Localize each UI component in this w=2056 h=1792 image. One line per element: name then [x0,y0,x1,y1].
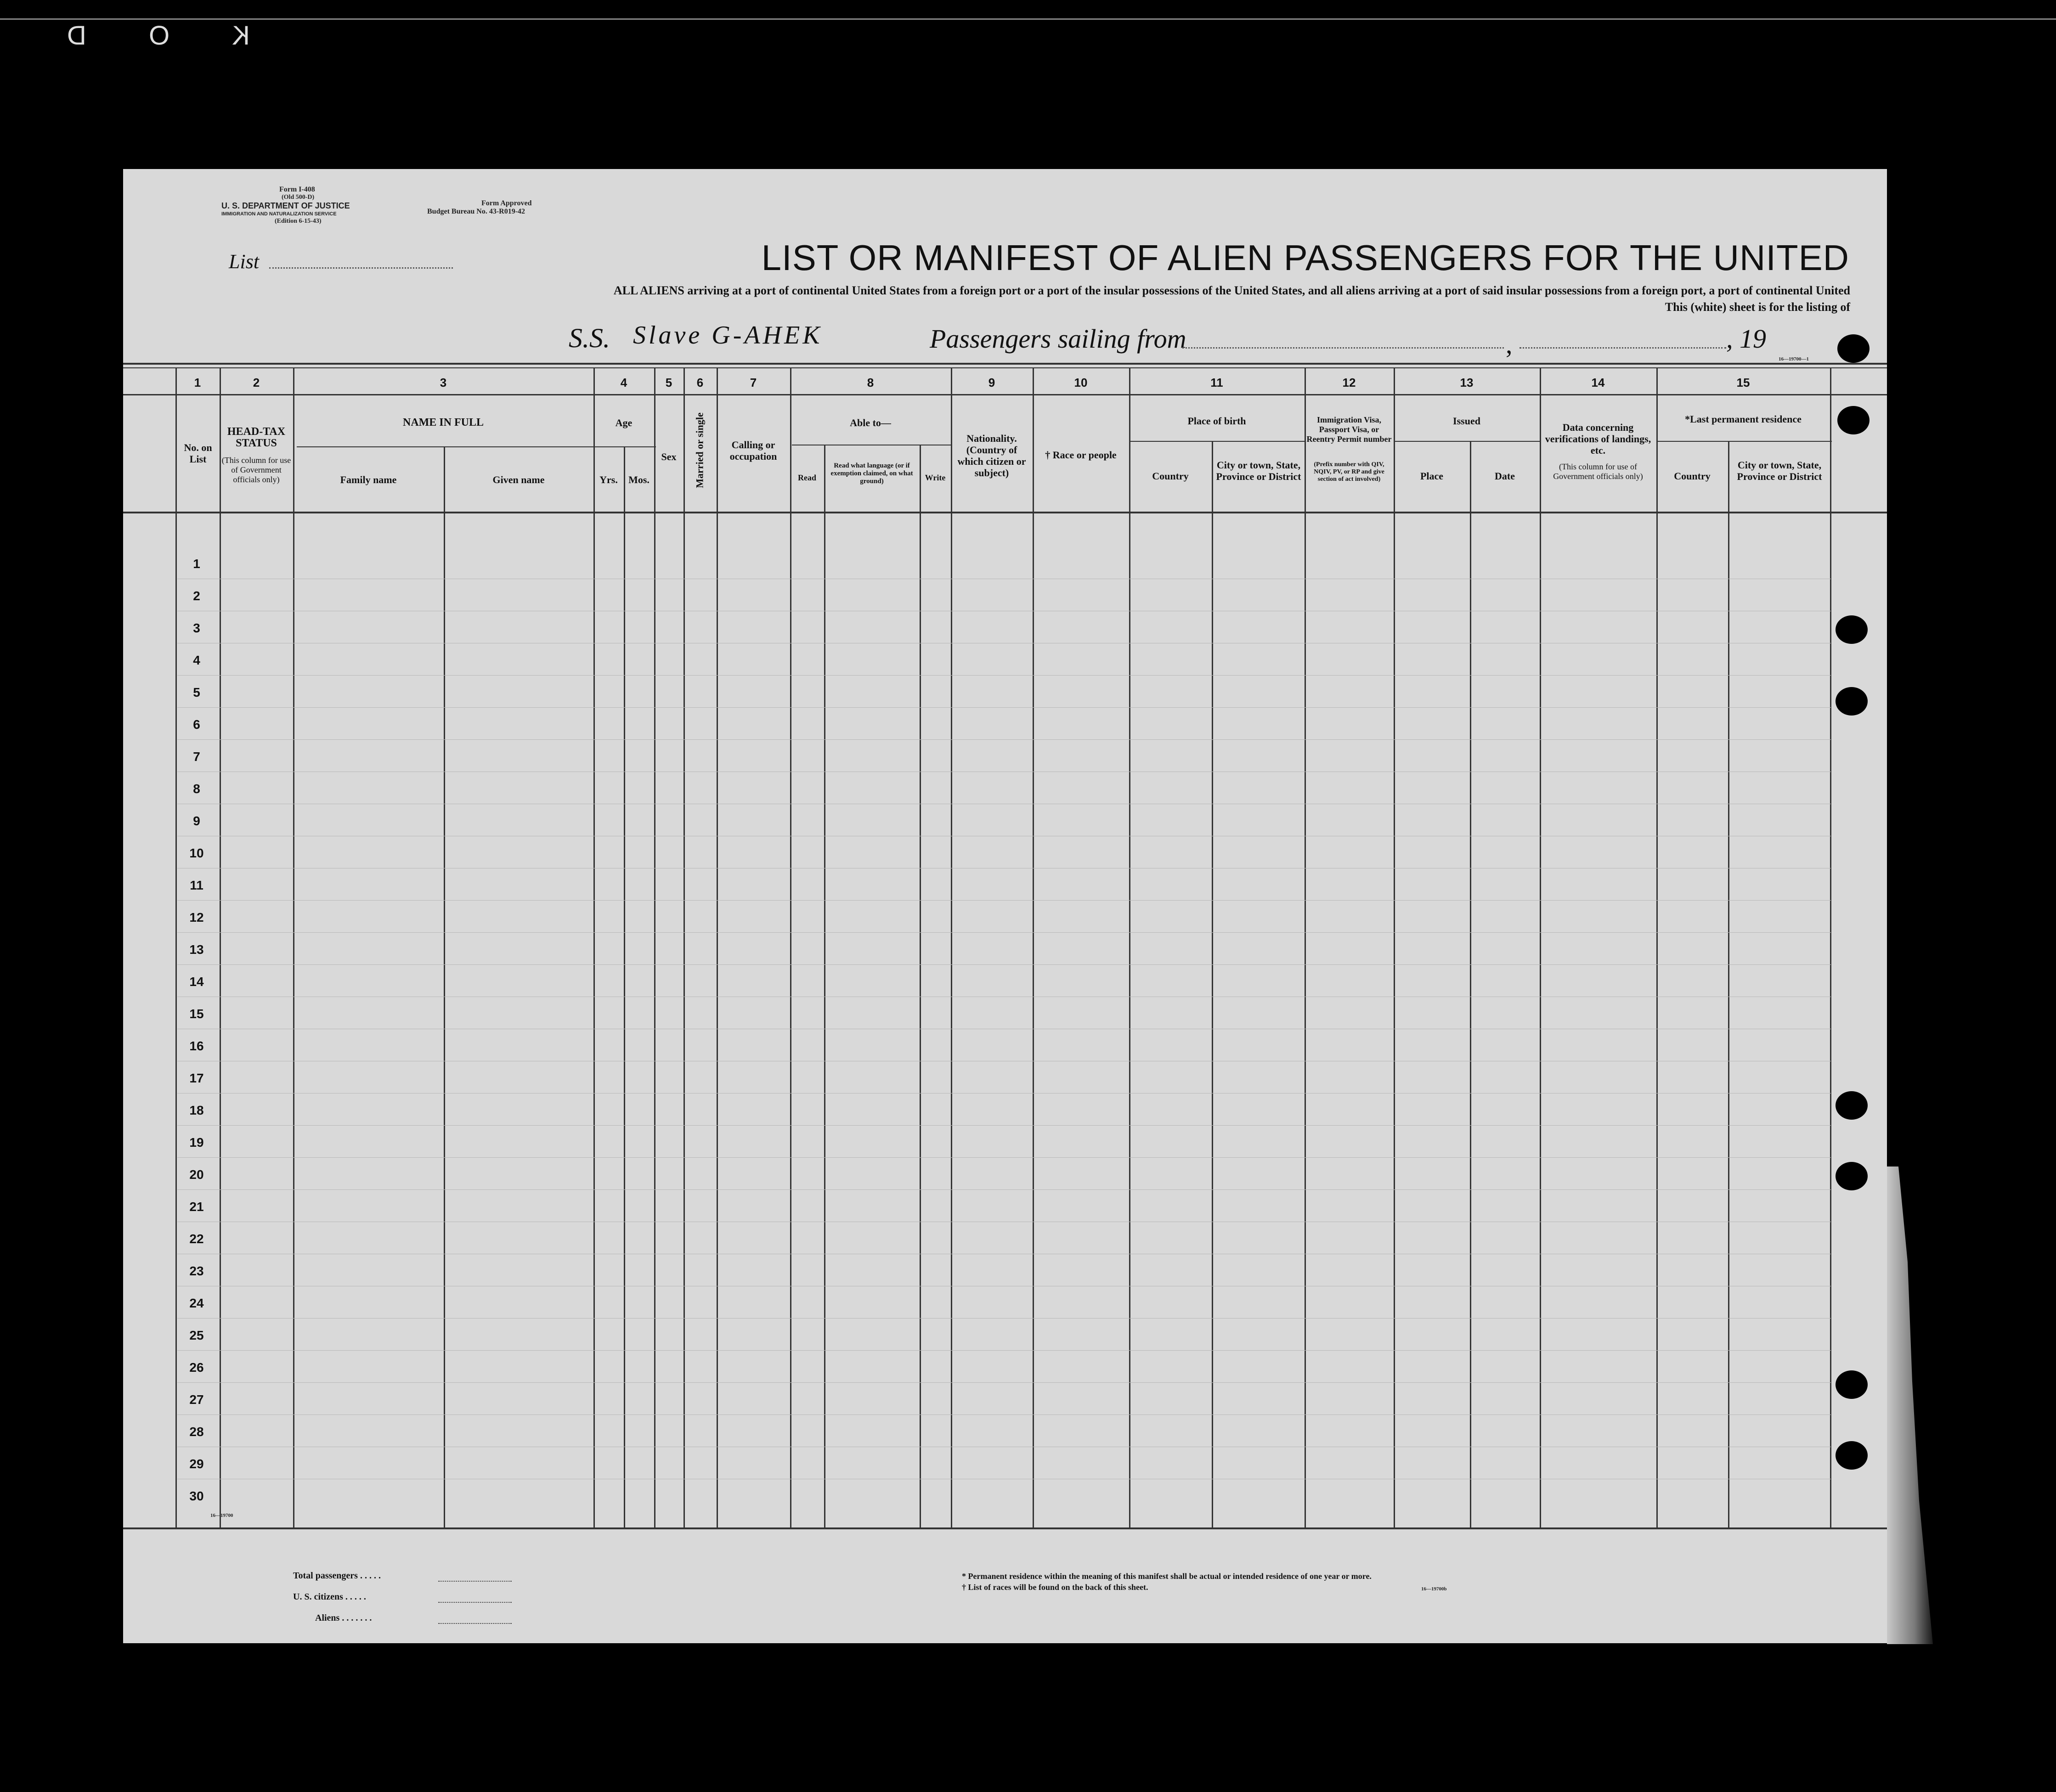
footnote-races: † List of races will be found on the back of this sheet. [962,1583,1148,1592]
header-given-name: Given name [492,474,545,485]
header-place-of-birth: Place of birth [1187,415,1246,427]
header-no-on-list: No. on List [184,442,212,465]
row-number: 16 [189,1039,204,1053]
header-nationality: Nationality. (Country of which citizen or subject) [957,433,1026,479]
header-age-years: Yrs. [599,474,618,485]
sailing-comma: , [1506,329,1513,359]
ship-prefix: S.S. [569,323,610,353]
subtitle-line-1: ALL ALIENS arriving at a port of continental United States from a foreign port or a port of the insular possessions of the United States, and all aliens arriving at a port of said insular possessions from a foreign port, a port of continental United [613,284,1850,297]
row-number: 7 [193,749,200,764]
row-number: 26 [189,1360,204,1375]
row-rule [177,1414,1831,1415]
form-department: U. S. DEPARTMENT OF JUSTICE [221,201,350,210]
row-number: 17 [189,1071,204,1085]
col-line [175,367,177,1529]
row-number: 23 [189,1264,204,1278]
col-line [1033,367,1034,1529]
row-number: 9 [193,814,200,828]
row-rule [177,964,1831,965]
header-visa-number: Immigration Visa, Passport Visa, or Reentry Permit number [1306,415,1392,444]
row-number: 8 [193,782,200,796]
row-rule [177,1318,1831,1319]
col-line [593,367,595,1529]
colnum-15: 15 [1736,376,1750,389]
header-issued-date: Date [1495,470,1515,482]
row-number: 21 [189,1200,204,1214]
col-line [1129,367,1130,1529]
row-rule [177,1382,1831,1383]
us-citizens-label: U. S. citizens . . . . . [293,1592,366,1602]
colnum-7: 7 [750,376,757,389]
col-line [824,445,825,1529]
colnum-2: 2 [253,376,260,389]
row-rule [177,1125,1831,1126]
aliens-label: Aliens . . . . . . . [315,1613,372,1623]
colnum-11: 11 [1210,376,1223,389]
colnum-bottom-rule [123,394,1887,395]
age-sub-rule [595,446,656,447]
col-line [1830,367,1831,1529]
colnum-6: 6 [696,376,704,389]
header-race: † Race or people [1045,449,1117,461]
us-citizens-line[interactable] [438,1602,512,1603]
punch-hole [1836,1162,1868,1190]
page-title: LIST OR MANIFEST OF ALIEN PASSENGERS FOR THE UNITED [761,237,1849,278]
row-number: 15 [189,1007,204,1021]
header-age-months: Mos. [628,474,650,485]
col-line [951,367,952,1529]
scan-top-rule [0,18,2056,20]
row-rule [177,1189,1831,1190]
col-line [1212,441,1213,1529]
sailing-port-line[interactable] [1182,347,1504,349]
torn-edge-shadow [1887,1166,1933,1644]
row-rule [177,1350,1831,1351]
col-line [683,367,685,1529]
row-number: 24 [189,1296,204,1310]
punch-hole [1837,406,1870,434]
colnum-4: 4 [620,376,627,389]
name-sub-rule [297,446,595,447]
colnum-1: 1 [194,376,201,389]
colnum-13: 13 [1460,376,1474,389]
aliens-line[interactable] [438,1623,512,1624]
row-rule [177,739,1831,740]
header-issued-place: Place [1420,470,1444,482]
row-number: 2 [193,589,200,603]
sailing-date-line[interactable] [1519,347,1726,349]
header-able-to: Able to— [850,417,891,428]
row-number: 28 [189,1425,204,1439]
row-number: 4 [193,653,200,667]
row-number: 6 [193,717,200,732]
col-line [1470,441,1471,1529]
form-number: Form I-408 [279,186,315,193]
punch-hole [1836,1370,1868,1399]
header-visa-note: (Prefix number with QIV, NQIV, PV, or RP and give section of act involved) [1314,461,1384,483]
col-line [1305,367,1306,1529]
row-number: 11 [190,878,203,892]
colnum-10: 10 [1074,376,1088,389]
header-read-language: Read what language (or if exemption claimed, on what ground) [830,462,913,485]
header-read: Read [798,473,816,482]
colnum-12: 12 [1342,376,1356,389]
row-number: 1 [193,557,200,571]
sailing-from-label: Passengers sailing from [930,324,1186,354]
ship-name-handwritten[interactable]: Slave G-AHEK [633,321,823,349]
row-rule [177,675,1831,676]
col-line [220,367,221,1529]
col-line [293,367,294,1529]
header-write: Write [925,473,946,482]
footnote-residence: * Permanent residence within the meaning of this manifest shall be actual or intended residence of one year or more. [962,1572,1372,1581]
header-issued: Issued [1453,415,1480,427]
row-rule [177,900,1831,901]
punch-hole [1836,687,1868,716]
punch-hole [1836,1441,1868,1470]
row-rule [177,932,1831,933]
header-occupation: Calling or occupation [729,439,777,462]
total-passengers-label: Total passengers . . . . . [293,1571,381,1581]
header-head-tax: HEAD-TAX STATUS [227,426,286,449]
header-birth-city: City or town, State, Province or District [1216,459,1301,482]
row-number: 5 [193,685,200,699]
header-bottom-rule [123,512,1887,513]
form-approved: Form Approved [481,199,532,207]
punch-hole [1837,334,1870,363]
row-rule [177,707,1831,708]
footer-form-code: 16—19700b [1421,1586,1447,1592]
col-line [1656,367,1658,1529]
colnum-3: 3 [440,376,447,389]
row-rule [177,1157,1831,1158]
colnum-8: 8 [867,376,874,389]
colnum-14: 14 [1591,376,1605,389]
header-residence-country: Country [1674,470,1711,482]
row-number: 20 [189,1167,204,1182]
bottom-form-code: 16—19700 [210,1513,233,1518]
header-verifications-note: (This column for use of Government officials only) [1553,462,1643,481]
header-head-tax-note: (This column for use of Government officials only) [221,456,291,484]
col-line [624,446,625,1529]
header-last-residence: *Last permanent residence [1685,413,1802,425]
col-line [654,367,655,1529]
col-line [1540,367,1541,1529]
colnum-9: 9 [988,376,995,389]
row-number: 14 [189,975,204,989]
row-number: 18 [189,1103,204,1117]
header-sex: Sex [661,451,677,462]
row-number: 12 [189,910,204,924]
issued-sub-rule [1395,441,1540,442]
list-label: List [229,250,260,273]
birth-sub-rule [1129,441,1305,442]
col-line [790,367,791,1529]
row-number: 13 [189,942,204,957]
header-verifications: Data concerning verifications of landings, etc. [1545,422,1651,456]
header-family-name: Family name [340,474,397,485]
header-birth-country: Country [1152,470,1189,482]
col-line [444,446,445,1529]
top-right-code: 16—19700—1 [1779,356,1809,362]
header-age: Age [615,417,633,428]
row-number: 3 [193,621,200,635]
row-number: 25 [189,1328,204,1342]
row-number: 27 [189,1392,204,1407]
form-service: IMMIGRATION AND NATURALIZATION SERVICE [221,211,337,217]
corner-mark: K O D [40,21,250,51]
manifest-sheet [123,169,1887,1643]
col-line [1394,367,1395,1529]
header-top-rule [123,363,1887,365]
total-passengers-line[interactable] [438,1581,512,1582]
header-name-in-full: NAME IN FULL [402,417,484,428]
row-number: 30 [189,1489,204,1503]
row-number: 19 [189,1135,204,1150]
subtitle-line-2: This (white) sheet is for the listing of [1665,300,1850,314]
list-number-line[interactable] [269,267,453,269]
form-edition: (Edition 6-15-43) [275,218,322,225]
punch-hole [1836,1091,1868,1120]
row-number: 22 [189,1232,204,1246]
col-line [920,445,921,1529]
col-line [717,367,718,1529]
budget-number: Budget Bureau No. 43-R019-42 [427,208,525,215]
row-number: 29 [189,1457,204,1471]
col-line [1728,441,1729,1529]
table-bottom-rule [123,1527,1887,1529]
colnum-5: 5 [665,376,672,389]
form-old-number: (Old 500-D) [282,194,315,201]
year-prefix: , 19 [1726,324,1766,354]
punch-hole [1836,615,1868,644]
header-top-rule-2 [123,367,1887,368]
header-married-single: Married or single [694,412,706,488]
header-residence-city: City or town, State, Province or District [1737,459,1822,482]
row-number: 10 [189,846,204,860]
residence-sub-rule [1657,441,1832,442]
